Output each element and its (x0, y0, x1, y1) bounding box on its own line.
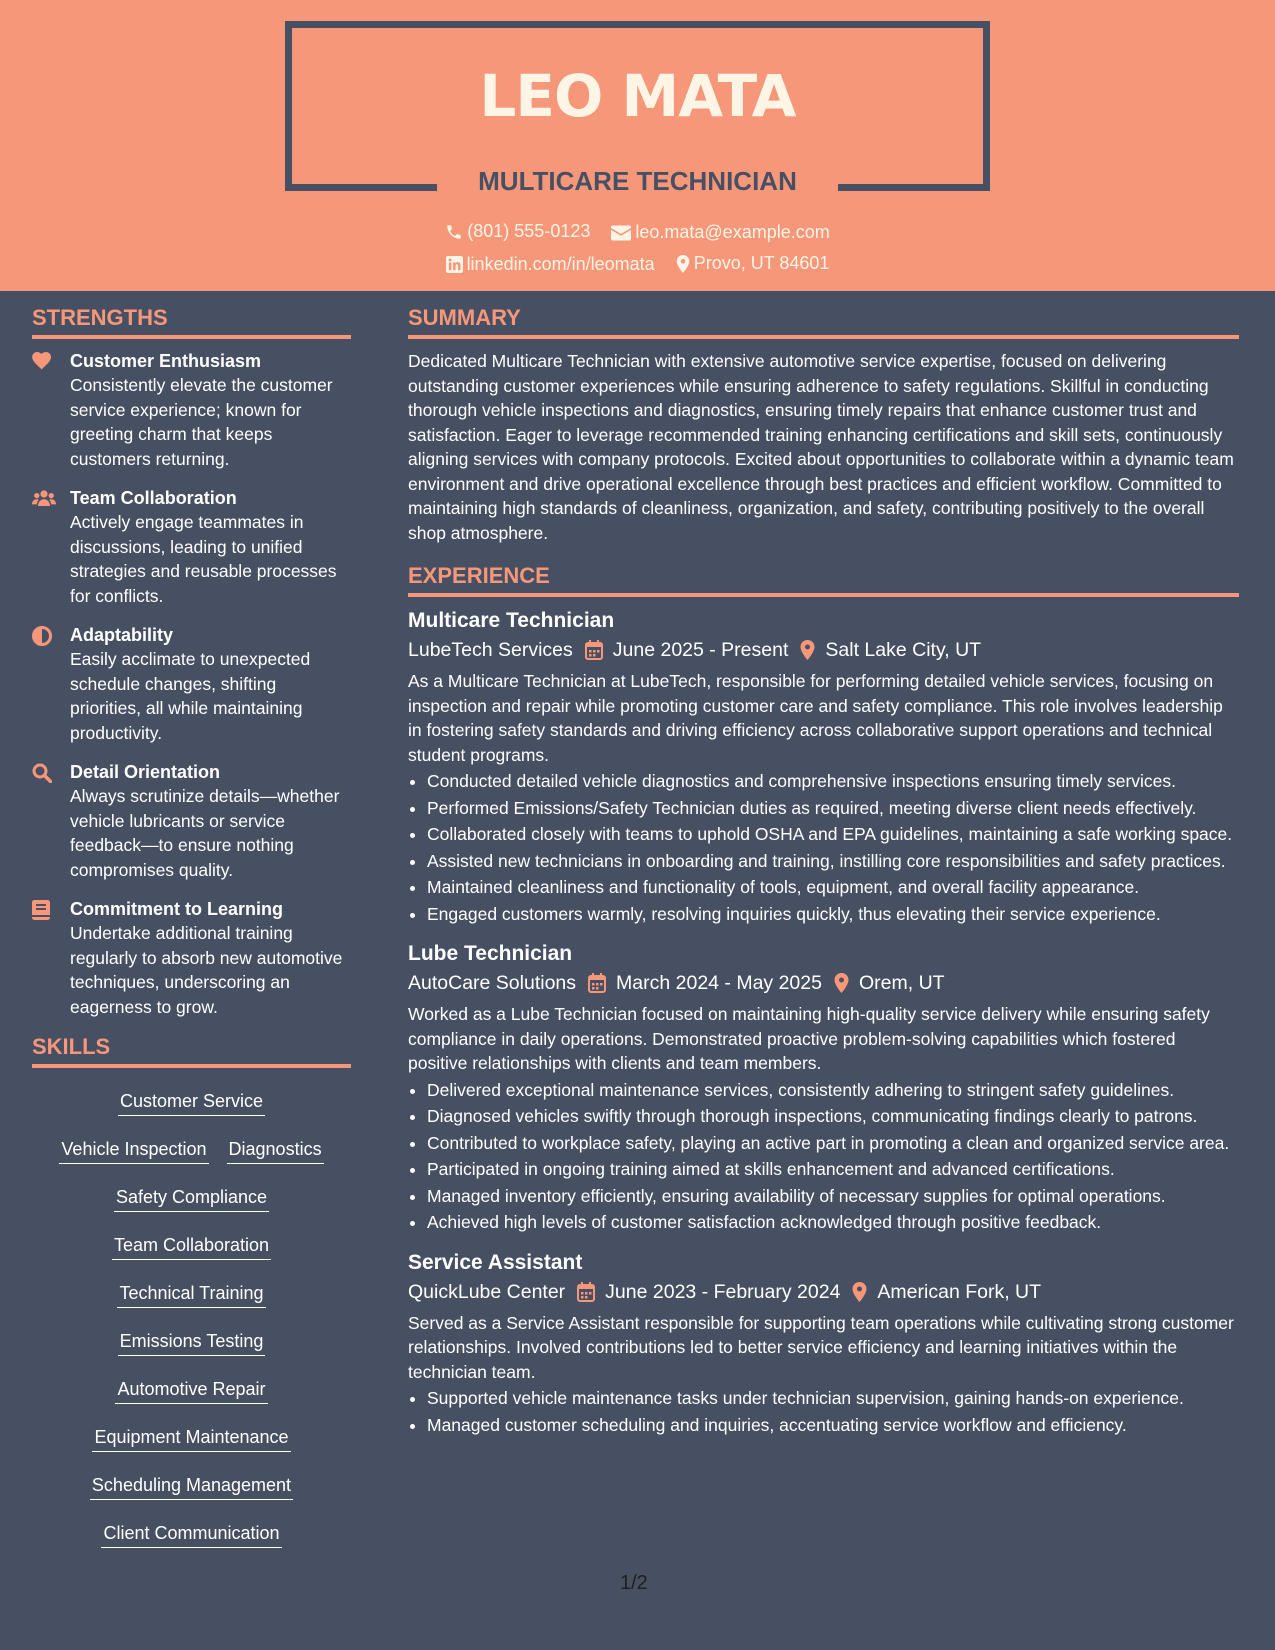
job-bullets (427, 1386, 1239, 1437)
job-bullet: • Achieved high levels of customer satisfaction acknowledged through positive feedback. (427, 1210, 1239, 1235)
strength-item (32, 623, 351, 745)
job-location: American Fork, UT (877, 1280, 1042, 1303)
job-dates: June 2025 - Present (612, 639, 789, 661)
strength-desc: Undertake additional training regularly to absorb new automotive techniques, underscoring an eagerness to grow. (70, 923, 343, 1017)
job-description: Served as a Service Assistant responsible for supporting team operations while cultivating strong customer relationships. Involved contributions led to better service efficiency and learning initiatives within the technician team. (408, 1312, 1234, 1382)
job-dates: June 2023 - February 2024 (605, 1280, 841, 1303)
skill-tag: Safety Compliance (114, 1185, 269, 1212)
book-icon (32, 900, 50, 920)
skill-tag: Technical Training (117, 1281, 265, 1308)
company-name: LubeTech Services (408, 639, 573, 661)
job-entry (408, 1249, 1239, 1438)
page-number: 1/2 (620, 1572, 648, 1594)
job-meta (408, 968, 1239, 998)
job-location: Orem, UT (858, 972, 945, 994)
job-bullet: • Delivered exceptional maintenance services, consistently adhering to stringent safety guidelines. (427, 1078, 1239, 1103)
contact-row-1 (0, 221, 1275, 246)
search-icon (32, 763, 52, 783)
job-bullet: • Participated in ongoing training aimed at skills enhancement and advanced certifications. (427, 1157, 1239, 1182)
job-bullet: • Diagnosed vehicles swiftly through thorough inspections, communicating findings clearly to patrons. (427, 1104, 1239, 1129)
contact-row-2 (0, 253, 1275, 278)
skill-tag: Scheduling Management (90, 1473, 293, 1500)
strength-desc: Consistently elevate the customer service experience; known for greeting charm that keeps customers returning. (70, 375, 333, 469)
heart-icon (32, 352, 52, 370)
job-bullet: • Maintained cleanliness and functionality of tools, equipment, and overall facility appearance. (427, 875, 1239, 900)
strength-title: Team Collaboration (70, 488, 237, 508)
phone-icon (445, 223, 463, 241)
skill-tag: Customer Service (118, 1089, 265, 1116)
job-bullet: • Managed inventory efficiently, ensuring availability of necessary supplies for optimal operations. (427, 1184, 1239, 1209)
strength-title: Customer Enthusiasm (70, 351, 262, 371)
linkedin-icon (446, 256, 463, 273)
job-bullet: • Contributed to workplace safety, playing an active part in promoting a clean and organized service area. (427, 1131, 1239, 1156)
users-icon (32, 489, 56, 507)
company-name: QuickLube Center (408, 1280, 566, 1303)
summary-heading: SUMMARY (408, 305, 1239, 339)
skill-tag: Team Collaboration (112, 1233, 271, 1260)
phone-contact[interactable] (445, 221, 590, 242)
job-location: Salt Lake City, UT (825, 639, 982, 661)
job-entry (408, 607, 1239, 926)
job-title: MULTICARE TECHNICIAN (478, 166, 797, 196)
experience-heading: EXPERIENCE (408, 563, 1239, 597)
calendar-icon (585, 640, 603, 660)
envelope-icon (611, 225, 631, 241)
strength-item (32, 897, 351, 1019)
job-entry-title: Multicare Technician (408, 609, 615, 632)
job-bullet: • Performed Emissions/Safety Technician duties as required, meeting diverse client needs effectively. (427, 796, 1239, 821)
strength-desc: Actively engage teammates in discussions, leading to unified strategies and reusable processes for conflicts. (70, 512, 337, 606)
email-text: leo.mata@example.com (635, 222, 830, 242)
job-bullets (427, 769, 1239, 926)
job-bullet: • Supported vehicle maintenance tasks under technician supervision, gaining hands-on experience. (427, 1386, 1239, 1411)
job-bullet: • Engaged customers warmly, resolving inquiries quickly, thus elevating their service experience. (427, 902, 1239, 927)
email-contact[interactable] (611, 222, 829, 243)
map-pin-icon (852, 1282, 867, 1302)
skill-tag: Emissions Testing (118, 1329, 266, 1356)
half-circle-icon (32, 626, 52, 646)
location-text: Provo, UT 84601 (693, 253, 830, 273)
job-bullet: • Conducted detailed vehicle diagnostics and comprehensive inspections ensuring timely services. (427, 769, 1239, 794)
linkedin-text: linkedin.com/in/leomata (466, 253, 655, 274)
skill-tag: Vehicle Inspection (59, 1137, 208, 1164)
company-name: AutoCare Solutions (408, 972, 577, 994)
strength-title: Commitment to Learning (70, 899, 284, 919)
candidate-name: LEO MATA (479, 62, 796, 130)
strength-title: Detail Orientation (70, 762, 221, 782)
left-column (32, 305, 351, 1564)
strength-item (32, 486, 351, 608)
job-bullets (427, 1078, 1239, 1235)
location-contact (676, 253, 830, 274)
strength-item (32, 349, 351, 471)
job-bullet: • Collaborated closely with teams to uphold OSHA and EPA guidelines, maintaining a safe working space. (427, 822, 1239, 847)
job-dates: March 2024 - May 2025 (616, 972, 822, 994)
strength-item (32, 760, 351, 882)
resume-header (0, 0, 1275, 291)
frame-line-left (285, 184, 437, 191)
job-meta (408, 1277, 1239, 1307)
job-description: As a Multicare Technician at LubeTech, responsible for performing detailed vehicle services, focusing on inspection and repair while promoting customer care and safety compliance. This role involves leadership in fostering safety standards and driving efficiency across collaborative support operations and technical student programs. (408, 671, 1223, 765)
skill-tag: Client Communication (101, 1521, 281, 1548)
strength-desc: Easily acclimate to unexpected schedule changes, shifting priorities, all while maintaining productivity. (70, 649, 311, 743)
skill-tag: Diagnostics (227, 1137, 324, 1164)
linkedin-contact[interactable] (446, 254, 655, 275)
job-entry (408, 940, 1239, 1235)
skills-list (32, 1078, 351, 1564)
summary-text: Dedicated Multicare Technician with extensive automotive service expertise, focused on delivering outstanding customer experiences while ensuring adherence to safety regulations. Skillful in conducting thorough vehicle inspections and diagnostics, ensuring timely repairs that enhance customer trust and satisfaction. Eager to leverage recommended training enhancing certifications and skill sets, continuously aligning services with company protocols. Excited about opportunities to collaborate within a dynamic team environment and drive operational excellence through best practices and efficient workflow. Committed to maintaining high standards of cleanliness, organization, and safety, contributing positively to the overall shop atmosphere. (408, 351, 1234, 543)
skill-tag: Equipment Maintenance (92, 1425, 290, 1452)
job-bullet: • Assisted new technicians in onboarding and training, instilling core responsibilities and safety practices. (427, 849, 1239, 874)
strength-desc: Always scrutinize details—whether vehicle lubricants or service feedback—to ensure nothing compromises quality. (70, 786, 340, 880)
right-column (408, 305, 1239, 1451)
strength-title: Adaptability (70, 625, 174, 645)
phone-text: (801) 555-0123 (467, 221, 591, 241)
job-entry-title: Lube Technician (408, 942, 573, 965)
skills-heading: SKILLS (32, 1034, 351, 1068)
strengths-heading: STRENGTHS (32, 305, 351, 339)
map-pin-icon (800, 640, 815, 660)
job-bullet: • Managed customer scheduling and inquiries, accentuating service workflow and efficiency. (427, 1413, 1239, 1438)
job-meta (408, 635, 1239, 665)
calendar-icon (577, 1282, 595, 1302)
map-pin-icon (834, 973, 849, 993)
job-entry-title: Service Assistant (408, 1250, 583, 1274)
frame-line-right (838, 184, 990, 191)
skill-tag: Automotive Repair (115, 1377, 267, 1404)
calendar-icon (588, 973, 606, 993)
map-pin-icon (676, 255, 690, 273)
job-description: Worked as a Lube Technician focused on maintaining high-quality service delivery while ensuring safety compliance in daily operations. Demonstrated proactive problem-solving capabilities which fostered positive relationships with clients and team members. (408, 1004, 1210, 1073)
